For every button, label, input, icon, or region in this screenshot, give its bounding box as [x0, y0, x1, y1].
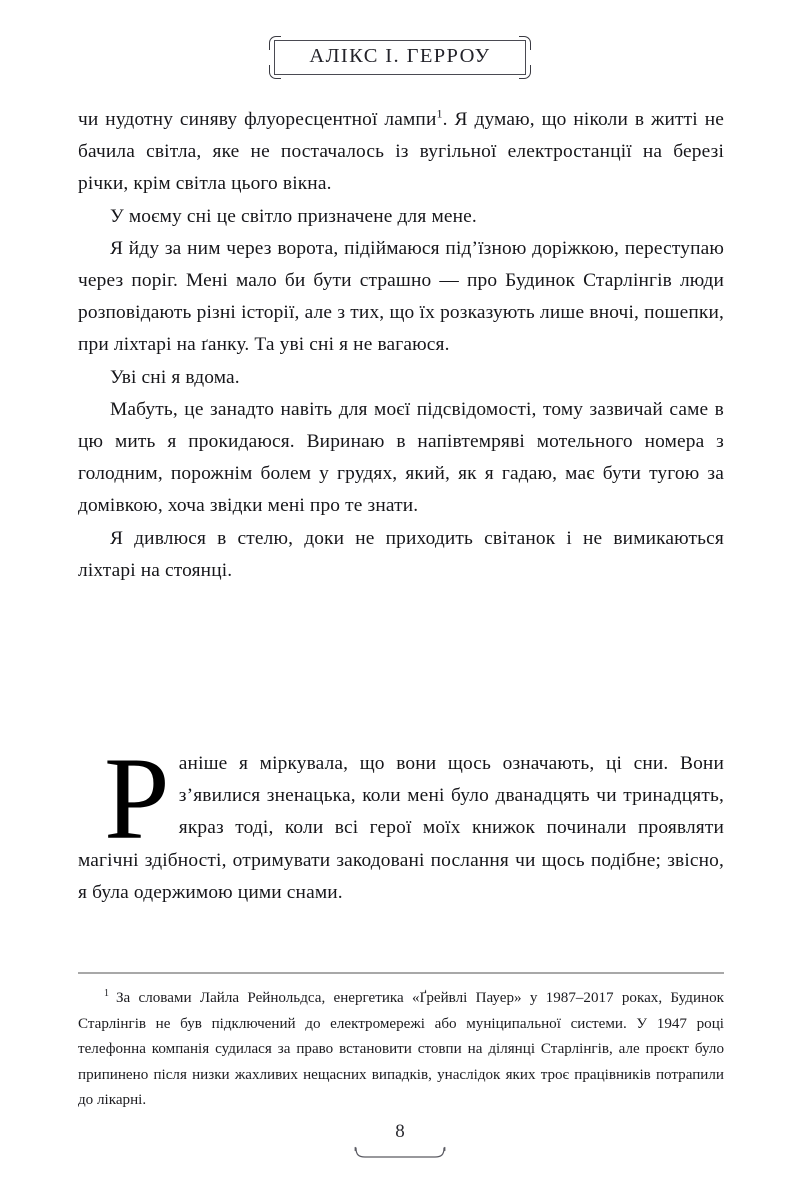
footnote-separator-rule	[78, 972, 724, 974]
footnote-reference-1[interactable]: 1	[436, 106, 443, 121]
drop-cap-initial: Р	[104, 733, 170, 864]
header-frame	[274, 40, 525, 75]
running-header	[0, 40, 800, 75]
frame-corner-top-right-icon	[519, 36, 531, 50]
footnote-1	[78, 986, 724, 1114]
paragraph-4: Уві сні я вдома.	[110, 366, 240, 388]
dropcap-paragraph-text: аніше я міркувала, що вони щось означають, ці сни. Вони з’явилися зненацька, коли мені було дванадцять чи тринадцять, якраз тоді, коли всі герої моїх книжок починали проявляти магічні здібності, отримувати закодовані послання чи щось подібне; звісно, я була одержимою цими снами.	[78, 753, 724, 903]
body-content	[78, 104, 724, 587]
frame-corner-bottom-left-icon	[269, 65, 281, 79]
paragraph-6: Я дивлюся в стелю, доки не приходить світанок і не вимикаються ліхтарі на стоянці.	[78, 527, 724, 581]
paragraph-1	[78, 104, 724, 201]
paragraph-3: Я йду за ним через ворота, підіймаюся під’їзною доріжкою, переступаю через поріг. Мені мало би бути страшно — про Будинок Старлінгів люди розповідають різні історії, але з тих, що їх розказують лише вночі, пошепки, при ліхтарі на ґанку. Та уві сні я не вагаюся.	[78, 237, 724, 356]
footnote-1-text: За словами Лайла Рейнольдса, енергетика «Ґрейвлі Пауер» у 1987–2017 роках, Будинок Старлінгів не був підключений до електромережі або муніципальної системи. У 1947 році телефонна компанія судилася за право встановити стовпи на ділянці Старлінгів, але проєкт було припинено після низки жахливих нещасних випадків, унаслідок яких троє працівників потрапили до лікарні.	[78, 990, 724, 1109]
paragraph-1-text-after-footnote-ref: . Я думаю, що ніколи в житті не бачила світла, яке не постачалось із вугільної електростанції на березі річки, крім світла цього вікна.	[78, 109, 724, 195]
frame-corner-bottom-right-icon	[519, 65, 531, 79]
paragraph-2: У моєму сні це світло призначене для мене.	[110, 205, 477, 227]
page-number: 8	[395, 1121, 405, 1142]
folio-ornament-icon	[352, 1146, 448, 1162]
paragraph-1-text-before-footnote-ref: чи нудотну синяву флуоресцентної лампи	[78, 109, 437, 130]
page-folio	[0, 1122, 800, 1162]
author-name-header: АЛІКС І. ГЕРРОУ	[309, 45, 491, 67]
dropcap-section	[78, 733, 724, 909]
footnote-marker-1: 1	[104, 987, 109, 999]
paragraph-5: Мабуть, це занадто навіть для моєї підсвідомості, тому зазвичай саме в цю мить я прокидаюся. Виринаю в напівтемряві мотельного номера з голодним, порожнім болем у грудях, який, як я гадаю, має бути тугою за домівкою, хоча звідки мені про те знати.	[78, 398, 724, 517]
dropcap-paragraph	[78, 733, 724, 909]
frame-corner-top-left-icon	[269, 36, 281, 50]
footnote-block	[78, 986, 724, 1114]
